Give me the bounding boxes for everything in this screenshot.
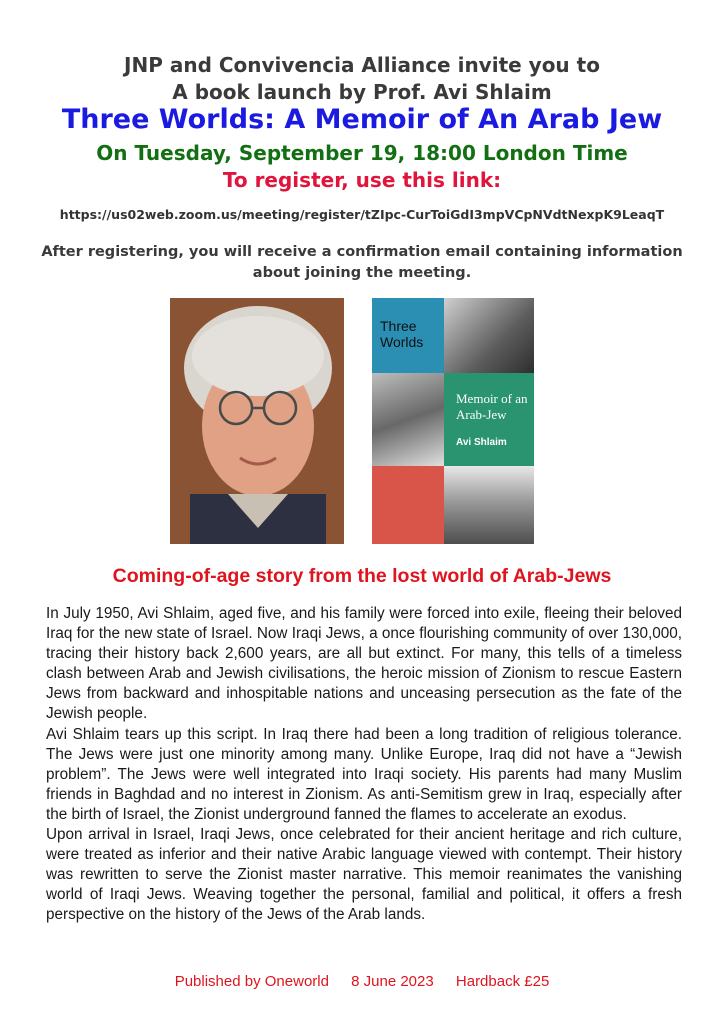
cover-author: Avi Shlaim [456,437,507,448]
book-cover [372,298,534,544]
registration-link[interactable]: https://us02web.zoom.us/meeting/register/tZIpc-CurToiGdI3mpVCpNVdtNexpK9LeaqT [59,207,665,222]
price-format: Hardback £25 [455,973,550,990]
cover-subtitle: Memoir of an Arab-Jew [456,391,528,422]
invitation-line-1: JNP and Convivencia Alliance invite you to [124,53,600,77]
tagline: Coming-of-age story from the lost world of Arab-Jews [112,565,612,587]
book-description [46,604,682,926]
cover-red-panel [372,466,444,544]
publisher: Published by Oneworld [174,973,329,990]
description-paragraph-1: In July 1950, Avi Shlaim, aged five, and his family were forced into exile, fleeing their beloved Iraq for the new state of Israel. Now Iraqi Jews, a once flourishing community of over 130,000, tracing their history back 2,600 years, are all but extinct. For many, this tells of a timeless clash between Arab and Jewish civilisations, the heroic mission of Zionism to rescue Eastern Jews from backward and inhospitable nations and unceasing persecution as the fate of the Jewish people. [46,605,682,723]
author-portrait-illustration [170,298,344,544]
event-date: On Tuesday, September 19, 18:00 London Time [96,141,628,165]
cover-title-panel [372,298,444,373]
author-photo [170,298,344,544]
cover-family-photo [444,298,534,373]
invitation-text [0,52,724,106]
cover-child-photo [372,373,444,466]
publication-date: 8 June 2023 [351,973,434,990]
cover-title: Three Worlds [380,318,424,350]
book-title: Three Worlds: A Memoir of An Arab Jew [61,104,663,135]
register-heading: To register, use this link: [222,168,502,192]
cover-subtitle-panel [444,373,534,466]
registration-note: After registering, you will receive a confirmation email containing information about joining the meeting. [41,244,683,281]
publication-info [0,973,724,990]
description-paragraph-3: Upon arrival in Israel, Iraqi Jews, once celebrated for their ancient heritage and rich culture, were treated as inferior and their native Arabic language viewed with contempt. Their history was rewritten to serve the Zionist master narrative. This memoir reanimates the vanishing world of Iraqi Jews. Weaving together the personal, familial and political, it offers a fresh perspective on the history of the Jews of the Arab lands. [46,826,682,924]
cover-street-photo [444,466,534,544]
invitation-line-2: A book launch by Prof. Avi Shlaim [172,80,552,104]
description-paragraph-2: Avi Shlaim tears up this script. In Iraq there had been a long tradition of religious tolerance. The Jews were just one minority among many. Unlike Europe, Iraq did not have a “Jewish problem”. The Jews were well integrated into Iraqi society. His parents had many Muslim friends in Baghdad and no interest in Zionism. As anti-Semitism grew in Iraq, especially after the birth of Israel, the Zionist underground fanned the flames to accelerate an exodus. [46,725,682,823]
